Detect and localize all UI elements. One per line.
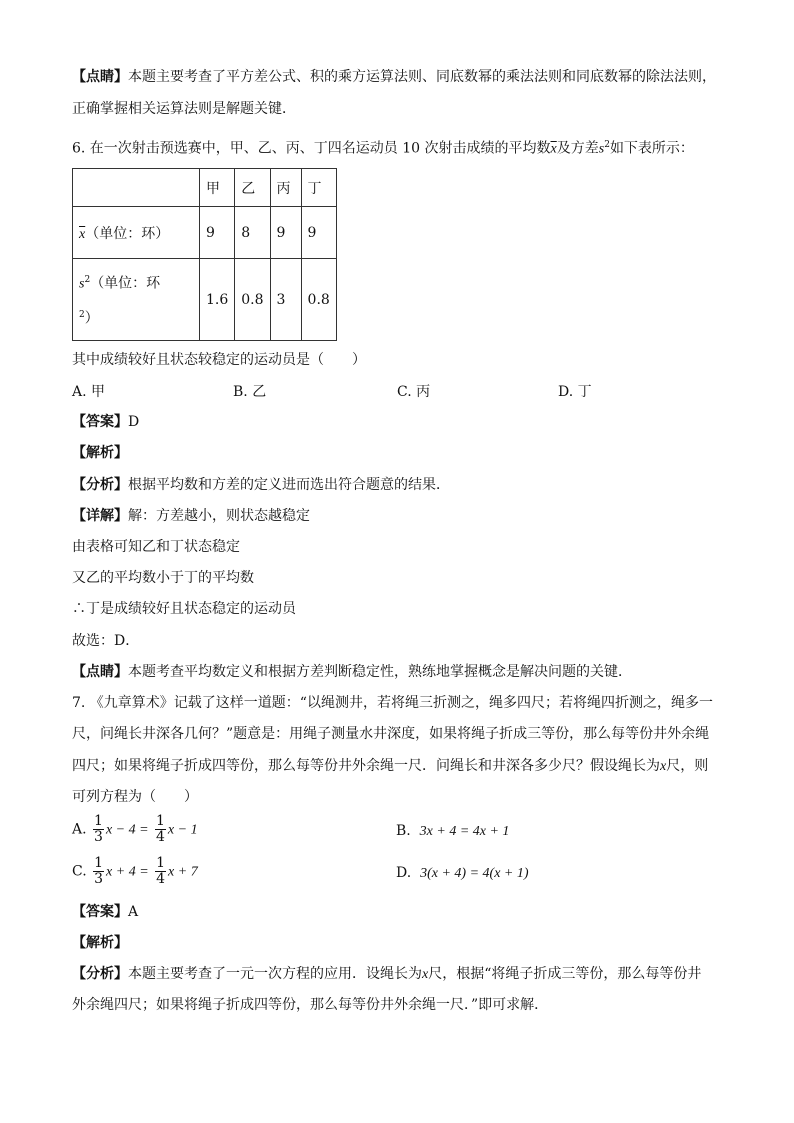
option-label: D. (396, 865, 412, 881)
q6-step4: 故选：D． (72, 633, 140, 649)
table-header-cell: 丙 (270, 169, 301, 207)
q6-step2: 又乙的平均数小于丁的平均数 (72, 570, 254, 586)
q7-option-d (396, 865, 529, 882)
q6-data-table (72, 168, 337, 341)
q6-step1: 由表格可知乙和丁状态稳定 (72, 539, 240, 555)
q7-stem-text-b: 尺，则 (666, 758, 709, 774)
option-b: B. 乙 (233, 384, 267, 400)
frac-den: 4 (156, 871, 166, 887)
table-header-row (73, 169, 337, 207)
var-x: x (660, 759, 667, 774)
variance-symbol: s (598, 141, 605, 157)
answer-tag: 【答案】 (72, 904, 128, 920)
q6-answer (72, 412, 139, 432)
q6-stem-text-b: 及方差 (556, 140, 599, 157)
table-cell: 8 (235, 207, 270, 259)
fraction-one-quarter (155, 856, 166, 887)
option-c: C. 丙 (397, 384, 431, 400)
q7-option-b (396, 823, 509, 840)
option-a: A. 甲 (72, 384, 106, 400)
table-header-cell (73, 169, 200, 207)
unit-label: （单位：环） (85, 225, 170, 242)
q6-stem-text-a: 6. 在一次射击预选赛中，甲、乙、丙、丁四名运动员 10 次射击成绩的平均数 (72, 140, 551, 157)
q7-stem-line2: 尺，问绳长井深各几何？”题意是：用绳子测量水井深度，如果将绳子折成三等份，那么每等份井外余绳 (72, 726, 710, 742)
fenxi-text-b: 尺，根据“将绳子折成三等份，那么每等份井 (428, 966, 702, 982)
frac-num: 1 (156, 813, 165, 829)
note-tag: 【点睛】 (72, 664, 128, 680)
fraction-one-third (93, 814, 104, 845)
note-text: 本题考查平均数定义和根据方差判断稳定性，熟练地掌握概念是解决问题的关键． (128, 664, 632, 680)
answer-tag: 【答案】 (72, 414, 128, 430)
q7-jiexi: 【解析】 (72, 935, 128, 951)
var-x: x (422, 967, 429, 982)
fenxi-tag: 【分析】 (72, 477, 128, 493)
q6-jiexi: 【解析】 (72, 445, 128, 461)
option-label: C. (72, 863, 87, 880)
mean-symbol: $\overline{x}$ (550, 141, 557, 157)
q7-stem-line3 (72, 756, 708, 777)
q7-fenxi-line2: 外余绳四尺；如果将绳子折成四等份，那么每等份井外余绳一尺．”即可求解． (72, 997, 549, 1013)
frac-num: 1 (94, 855, 104, 871)
q6-stem-text-c: 如下表所示： (609, 140, 694, 157)
q7-option-c (72, 856, 198, 887)
table-cell: 9 (200, 207, 235, 259)
table-cell: 9 (270, 207, 301, 259)
fenxi-tag: 【分析】 (72, 966, 128, 982)
q7-answer (72, 902, 138, 922)
q6-stem: 6. 在一次射击预选赛中，甲、乙、丙、丁四名运动员 10 次射击成绩的平均数$\overline{x}$及方差$s^2$如下表所示： (72, 140, 694, 157)
table-row (73, 259, 337, 341)
note-tag: 【点睛】 (72, 69, 128, 85)
frac-num: 1 (94, 813, 103, 829)
table-header-cell: 丁 (301, 169, 336, 207)
q7-stem-text-a: 四尺；如果将绳子折成四等份，那么每等份井外余绳一尺．问绳长和井深各多少尺？假设绳长为 (72, 758, 660, 774)
fenxi-text-a: 本题主要考查了一元一次方程的应用．设绳长为 (128, 966, 422, 982)
expr: 3x + 4 = 4x + 1 (419, 824, 510, 839)
answer-value: D (128, 414, 140, 430)
expr-part: x − 1 (167, 822, 198, 838)
q6-xiangjie (72, 506, 310, 526)
unit-label-end: ） (84, 310, 99, 327)
note-text: 本题主要考查了平方差公式、积的乘方运算法则、同底数幂的乘法法则和同底数幂的除法法则， (128, 69, 716, 85)
q6-step3: ∴丁是成绩较好且状态稳定的运动员 (72, 601, 296, 617)
variance-symbol: s (79, 277, 85, 292)
q7-stem-line1: 7. 《九章算术》记载了这样一道题：“以绳测井，若将绳三折测之，绳多四尺；若将绳四折测之，绳多一 (72, 695, 713, 711)
table-cell: 0.8 (235, 259, 270, 341)
table-cell: 3 (270, 259, 301, 341)
frac-num: 1 (156, 855, 166, 871)
xiangjie-tag: 【详解】 (72, 508, 128, 524)
table-header-cell: 乙 (235, 169, 270, 207)
q7-fenxi-line1 (72, 964, 701, 985)
q5-note-line2: 正确掌握相关运算法则是解题关键． (72, 101, 296, 117)
q7-option-a (72, 814, 198, 845)
expr-part: x + 4 = (106, 864, 149, 880)
q7-stem-line4: 可列方程为（ ） (72, 789, 198, 805)
mean-symbol: $\overline{x}$ (79, 226, 86, 242)
unit-label: （单位：环 (90, 276, 161, 292)
frac-den: 3 (94, 871, 104, 887)
fraction-one-quarter (155, 814, 166, 845)
q6-question: 其中成绩较好且状态较稳定的运动员是（ ） (72, 352, 366, 368)
expr-part: x + 7 (168, 864, 198, 880)
answer-value: A (128, 904, 139, 920)
q6-fenxi (72, 475, 450, 495)
fraction-one-third (93, 856, 104, 887)
option-label: B. (396, 823, 411, 839)
table-header-cell: 甲 (200, 169, 235, 207)
frac-den: 4 (156, 829, 165, 845)
frac-den: 3 (94, 829, 103, 845)
expr-part: x − 4 = (105, 822, 149, 838)
q5-note-line1 (72, 67, 716, 87)
fenxi-text: 根据平均数和方差的定义进而选出符合题意的结果． (128, 477, 450, 493)
xiangjie-text: 解：方差越小，则状态越稳定 (128, 508, 310, 524)
table-cell: 0.8 (301, 259, 336, 341)
option-label: A. (72, 821, 87, 838)
table-row (73, 207, 337, 259)
option-d: D. 丁 (558, 384, 592, 400)
table-cell: 9 (301, 207, 336, 259)
q6-note (72, 662, 632, 682)
table-cell: 1.6 (200, 259, 235, 341)
table-row-label (73, 207, 200, 259)
table-row-label: $s^2$（单位：环 $^2$） (73, 259, 200, 341)
expr: 3(x + 4) = 4(x + 1) (420, 866, 529, 881)
